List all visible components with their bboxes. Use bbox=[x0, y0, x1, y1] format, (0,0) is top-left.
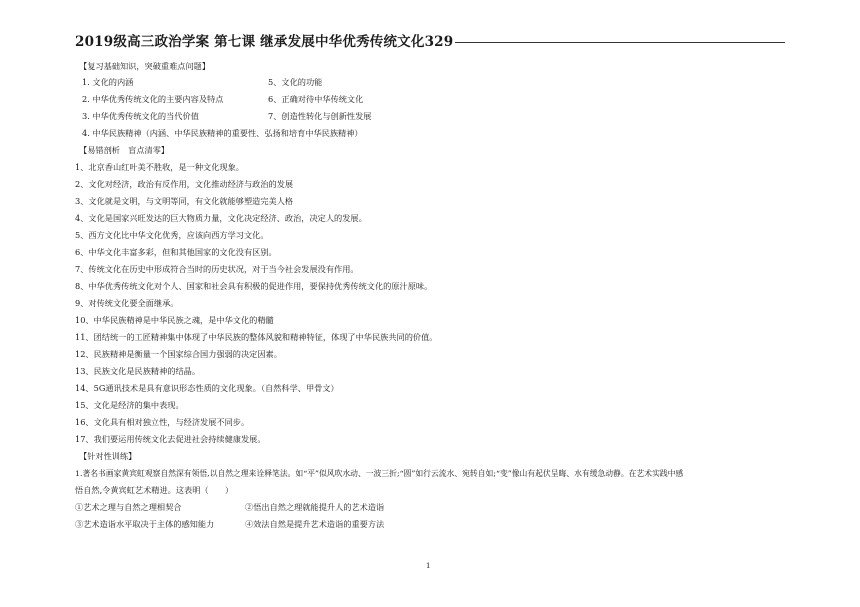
option-3: ③艺术造诣水平取决于主体的感知能力 bbox=[75, 519, 215, 529]
review-item-7: 7、创造性转化与创新性发展 bbox=[268, 111, 372, 121]
review-item-2: 2. 中华优秀传统文化的主要内容及特点 bbox=[82, 94, 224, 104]
option-2: ②悟出自然之理就能提升人的艺术造诣 bbox=[245, 502, 385, 512]
option-4: ④效法自然是提升艺术造诣的重要方法 bbox=[245, 519, 385, 529]
error-item-16: 16、文化具有相对独立性，与经济发展不同步。 bbox=[75, 417, 250, 427]
title-underline bbox=[455, 42, 785, 43]
error-item-13: 13、民族文化是民族精神的结晶。 bbox=[75, 366, 201, 376]
error-item-10: 10、中华民族精神是中华民族之魂，是中华文化的精髓 bbox=[75, 315, 274, 325]
error-item-11: 11、团结统一的工匠精神集中体现了中华民族的整体风貌和精神特征，体现了中华民族共同的价值。 bbox=[75, 332, 438, 342]
review-item-6: 6、正确对待中华传统文化 bbox=[268, 94, 364, 104]
error-item-4: 4、文化是国家兴旺发达的巨大物质力量，文化决定经济、政治，决定人的发展。 bbox=[75, 213, 367, 223]
practice-heading: 【针对性训练】 bbox=[79, 451, 137, 461]
review-item-5: 5、文化的功能 bbox=[268, 77, 323, 87]
review-item-1: 1. 文化的内涵 bbox=[82, 77, 134, 87]
error-item-8: 8、中华优秀传统文化对个人、国家和社会具有积极的促进作用，要保持优秀传统文化的原汁原味。 bbox=[75, 281, 433, 291]
error-item-14: 14、5G通讯技术是具有意识形态性质的文化现象。（自然科学、甲骨文） bbox=[75, 383, 339, 393]
error-item-17: 17、我们要运用传统文化去促进社会持续健康发展。 bbox=[75, 434, 266, 444]
error-item-7: 7、传统文化在历史中形成符合当时的历史状况，对于当今社会发展没有作用。 bbox=[75, 264, 359, 274]
error-item-1: 1、北京香山红叶美不胜收，是一种文化现象。 bbox=[75, 162, 244, 172]
question-1-text-cont: 悟自然,令黄宾虹艺术精进。这表明（ ） bbox=[75, 485, 234, 495]
error-item-12: 12、民族精神是衡量一个国家综合国力强弱的决定因素。 bbox=[75, 349, 282, 359]
error-item-3: 3、文化就是文明，与文明等同，有文化就能够塑造完美人格 bbox=[75, 196, 294, 206]
page-number: 1 bbox=[426, 562, 431, 570]
review-item-3: 3. 中华优秀传统文化的当代价值 bbox=[82, 111, 199, 121]
review-heading: 【复习基础知识，突破重难点问题】 bbox=[79, 61, 211, 71]
option-1: ①艺术之理与自然之理相契合 bbox=[75, 502, 182, 512]
error-item-15: 15、文化是经济的集中表现。 bbox=[75, 400, 184, 410]
error-item-2: 2、文化对经济，政治有反作用，文化推动经济与政治的发展 bbox=[75, 179, 294, 189]
error-item-9: 9、对传统文化要全面继承。 bbox=[75, 298, 179, 308]
page-title: 2019级高三政治学案 第七课 继承发展中华优秀传统文化329 bbox=[75, 34, 454, 50]
error-item-5: 5、西方文化比中华文化优秀，应该向西方学习文化。 bbox=[75, 230, 269, 240]
errors-heading: 【易错剖析 盲点清零】 bbox=[79, 145, 170, 155]
error-item-6: 6、中华文化丰富多彩，但和其他国家的文化没有区别。 bbox=[75, 247, 277, 257]
review-item-4: 4. 中华民族精神（内涵、中华民族精神的重要性、弘扬和培育中华民族精神） bbox=[82, 128, 363, 138]
question-1-text: 1.著名书画家黄宾虹观察自然深有领悟,以自然之理来诠释笔法。如“平”似风吹水动、一波三折;“圆”如行云流水、宛转自如;“变”像山有起伏呈晦、水有缓急动静。在艺术实践中感 bbox=[75, 469, 684, 478]
